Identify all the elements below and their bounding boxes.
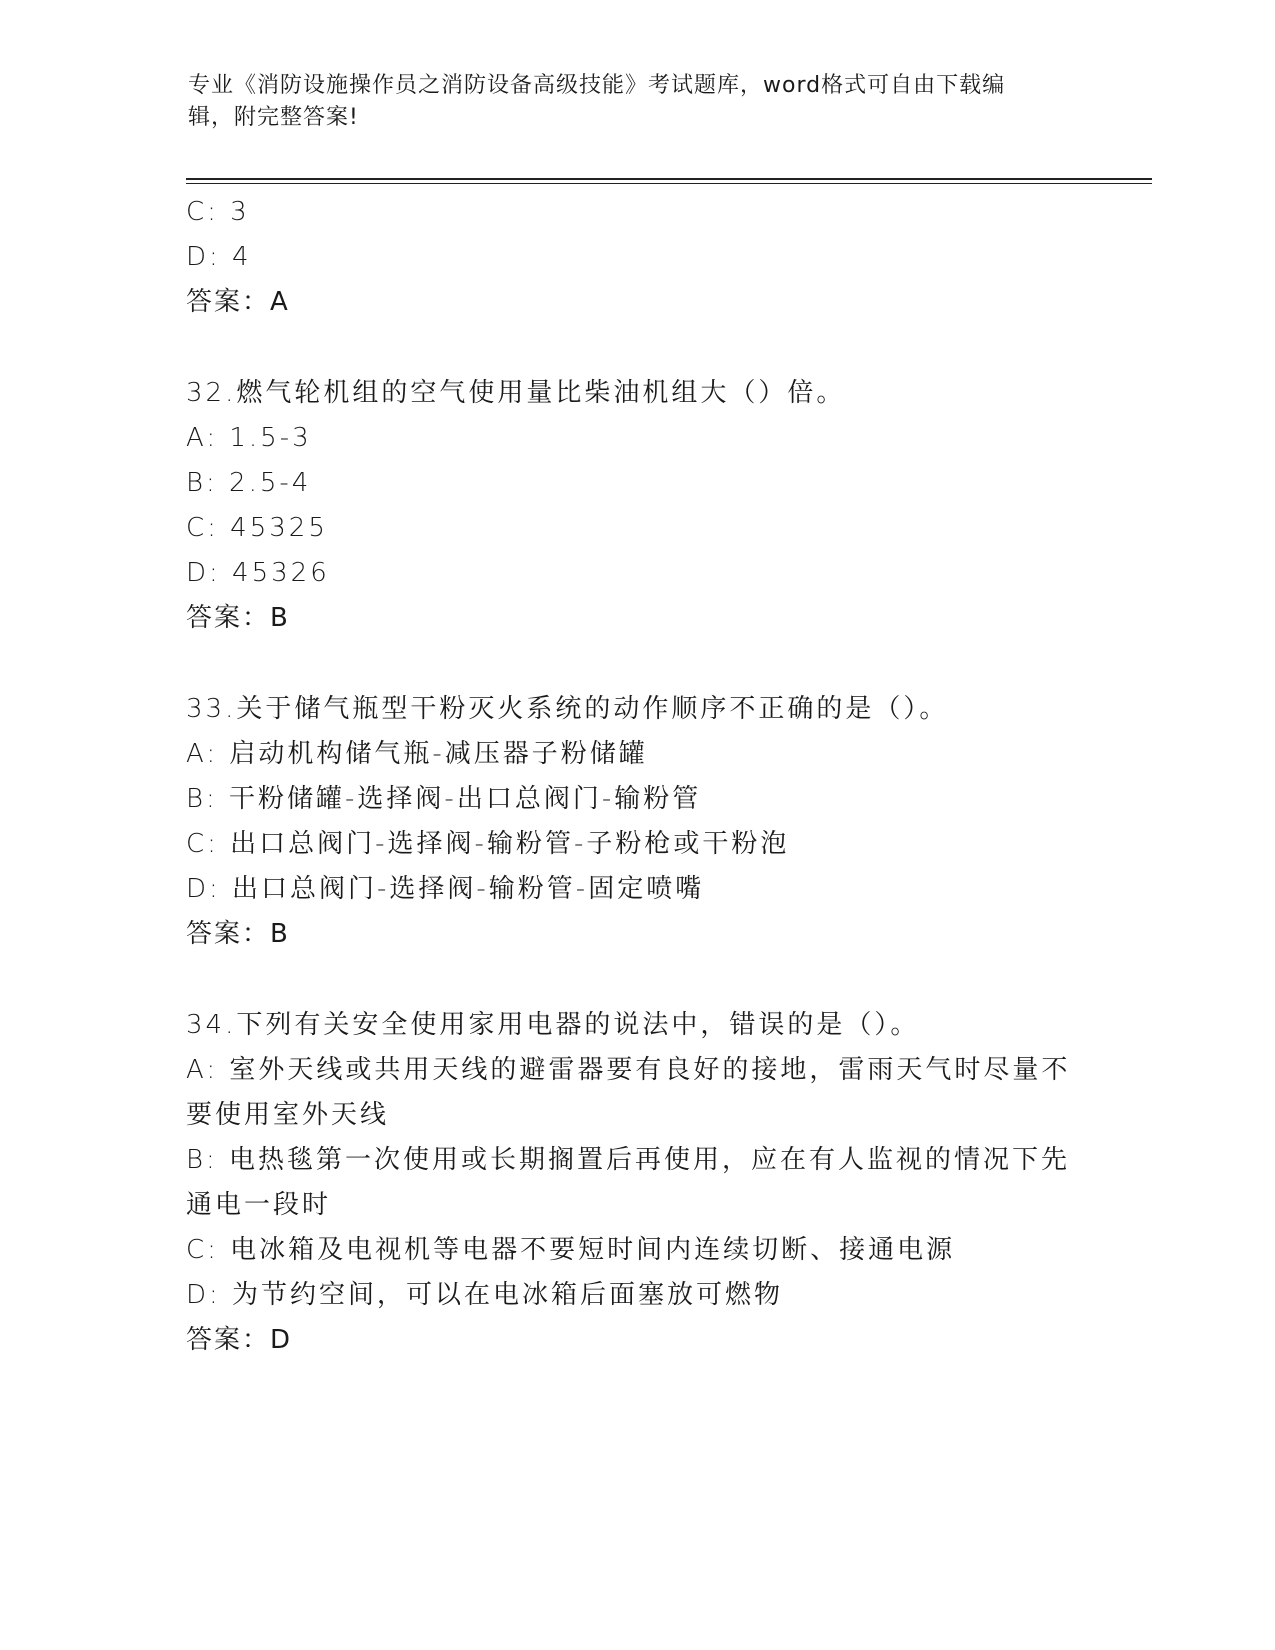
question-stem: 32.燃气轮机组的空气使用量比柴油机组大（）倍。 (186, 378, 846, 408)
answer-line: 答案：B (186, 919, 290, 949)
option-a: A: 室外天线或共用天线的避雷器要有良好的接地，雷雨天气时尽量不 (186, 1055, 1071, 1085)
question-block-32 (186, 371, 1086, 641)
answer-line: 答案：D (186, 1325, 293, 1355)
spacer (186, 957, 1086, 1003)
header-divider-thin (186, 183, 1152, 184)
option-c: C: 出口总阀门-选择阀-输粉管-子粉枪或干粉泡 (186, 829, 790, 859)
answer-line: 答案：A (186, 287, 290, 317)
option-d: D: 出口总阀门-选择阀-输粉管-固定喷嘴 (186, 874, 705, 904)
question-block-33 (186, 687, 1086, 957)
question-list (186, 190, 1086, 1363)
option-b: B: 干粉储罐-选择阀-出口总阀门-输粉管 (186, 784, 702, 814)
page-header (188, 70, 1088, 134)
option-b: B: 2.5-4 (186, 468, 312, 498)
option-c: C: 电冰箱及电视机等电器不要短时间内连续切断、接通电源 (186, 1235, 956, 1265)
header-title-line-1: 专业《消防设施操作员之消防设备高级技能》考试题库，word格式可自由下载编 (188, 73, 1006, 98)
option-b: B: 电热毯第一次使用或长期搁置后再使用，应在有人监视的情况下先 (186, 1145, 1071, 1175)
option-d: D: 45326 (186, 558, 330, 588)
option-a-continued: 要使用室外天线 (186, 1100, 390, 1130)
question-block-34 (186, 1003, 1086, 1363)
answer-line: 答案：B (186, 603, 290, 633)
spacer (186, 641, 1086, 687)
option-d: D: 4 (186, 242, 252, 272)
option-b-continued: 通电一段时 (186, 1190, 332, 1220)
option-c: C: 3 (186, 197, 250, 227)
option-d: D: 为节约空间，可以在电冰箱后面塞放可燃物 (186, 1280, 784, 1310)
header-divider-thick (186, 178, 1152, 180)
option-c: C: 45325 (186, 513, 328, 543)
option-a: A: 启动机构储气瓶-减压器子粉储罐 (186, 739, 648, 769)
question-stem: 33.关于储气瓶型干粉灭火系统的动作顺序不正确的是（）。 (186, 694, 949, 724)
header-title-line-2: 辑，附完整答案! (188, 105, 359, 130)
question-stem: 34.下列有关安全使用家用电器的说法中，错误的是（）。 (186, 1010, 920, 1040)
spacer (186, 325, 1086, 371)
option-a: A: 1.5-3 (186, 423, 312, 453)
question-block-31 (186, 190, 1086, 325)
